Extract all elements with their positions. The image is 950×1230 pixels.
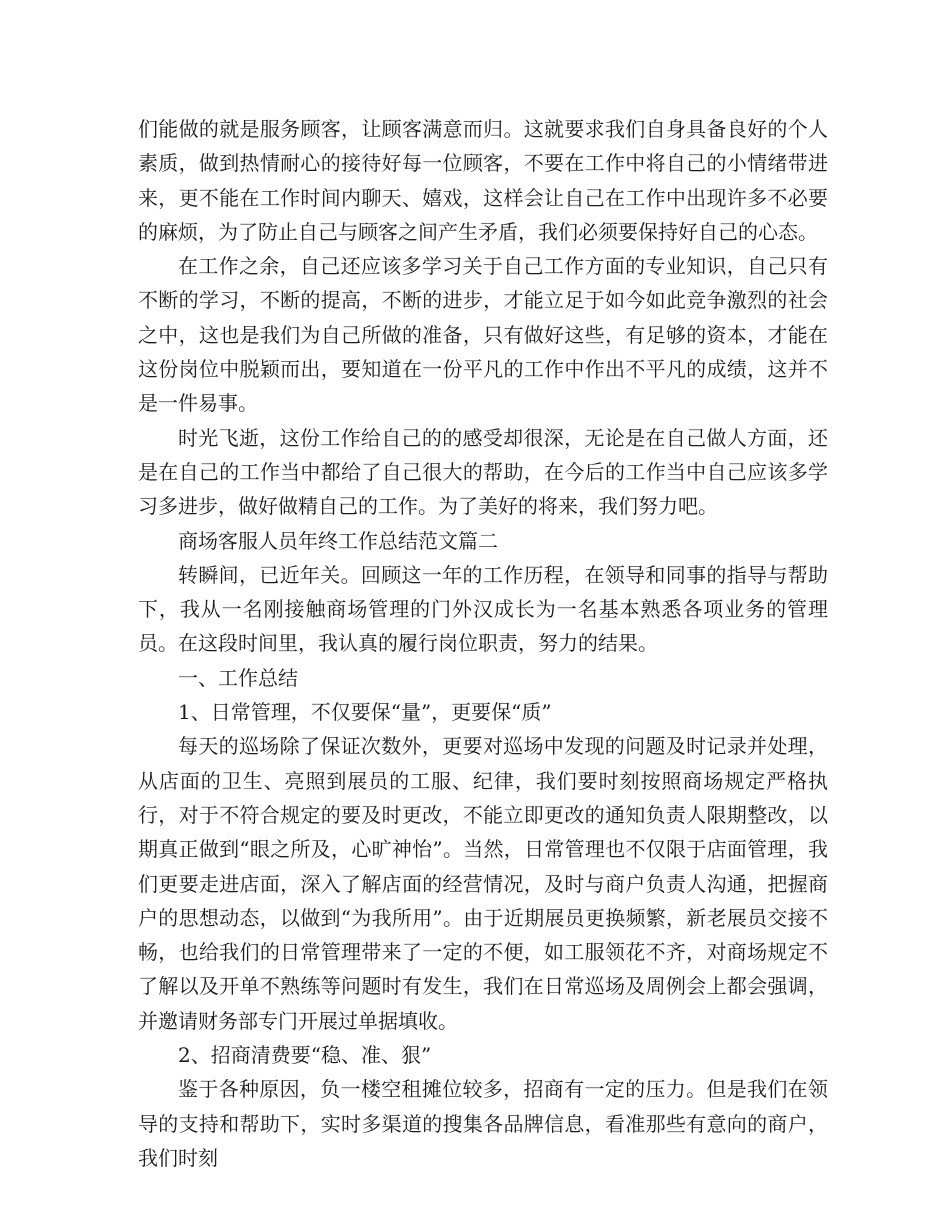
subheading-daily-management: 1、日常管理，不仅要保“量”，更要保“质” (178, 700, 552, 725)
paragraph-6: 鉴于各种原因，负一楼空租摊位较多，招商有一定的压力。但是我们在领导的支持和帮助下，实时多渠道的搜集各品牌信息，看准那些有意向的商户，我们时刻 (138, 1077, 828, 1170)
paragraph-1: 们能做的就是服务顾客，让顾客满意而归。这就要求我们自身具备良好的个人素质，做到热情耐心的接待好每一位顾客，不要在工作中将自己的小情绪带进来，更不能在工作时间内聊天、嬉戏，这样会让自己在工作中出现许多不必要的麻烦，为了防止自己与顾客之间产生矛盾，我们必须要保持好自己的心态。 (138, 117, 828, 244)
paragraph-2: 在工作之余，自己还应该多学习关于自己工作方面的专业知识，自己只有不断的学习，不断的提高，不断的进步，才能立足于如今如此竞争激烈的社会之中，这也是我们为自己所做的准备，只有做好这些，有足够的资本，才能在这份岗位中脱颖而出，要知道在一份平凡的工作中作出不平凡的成绩，这并不是一件易事。 (138, 254, 828, 416)
paragraph-5: 每天的巡场除了保证次数外，更要对巡场中发现的问题及时记录并处理，从店面的卫生、亮照到展员的工服、纪律，我们要时刻按照商场规定严格执行，对于不符合规定的要及时更改，不能立即更改的通知负责人限期整改，以期真正做到“眼之所及，心旷神怡”。当然，日常管理也不仅限于店面管理，我们更要走进店面，深入了解店面的经营情况，及时与商户负责人沟通，把握商户的思想动态，以做到“为我所用”。由于近期展员更换频繁，新老展员交接不畅，也给我们的日常管理带来了一定的不便，如工服领花不齐，对商场规定不了解以及开单不熟练等问题时有发生，我们在日常巡场及周例会上都会强调，并邀请财务部专门开展过单据填收。 (138, 734, 828, 1033)
section-title: 商场客服人员年终工作总结范文篇二 (178, 528, 498, 553)
document-body (138, 112, 828, 1175)
paragraph-4: 转瞬间，已近年关。回顾这一年的工作历程，在领导和同事的指导与帮助下，我从一名刚接触商场管理的门外汉成长为一名基本熟悉各项业务的管理员。在这段时间里，我认真的履行岗位职责，努力的结果。 (138, 562, 828, 656)
heading-work-summary: 一、工作总结 (178, 665, 298, 690)
subheading-investment: 2、招商清费要“稳、准、狠” (178, 1043, 432, 1068)
paragraph-3: 时光飞逝，这份工作给自己的的感受却很深，无论是在自己做人方面，还是在自己的工作当中都给了自己很大的帮助，在今后的工作当中自己应该多学习多进步，做好做精自己的工作。为了美好的将来，我们努力吧。 (138, 425, 828, 519)
